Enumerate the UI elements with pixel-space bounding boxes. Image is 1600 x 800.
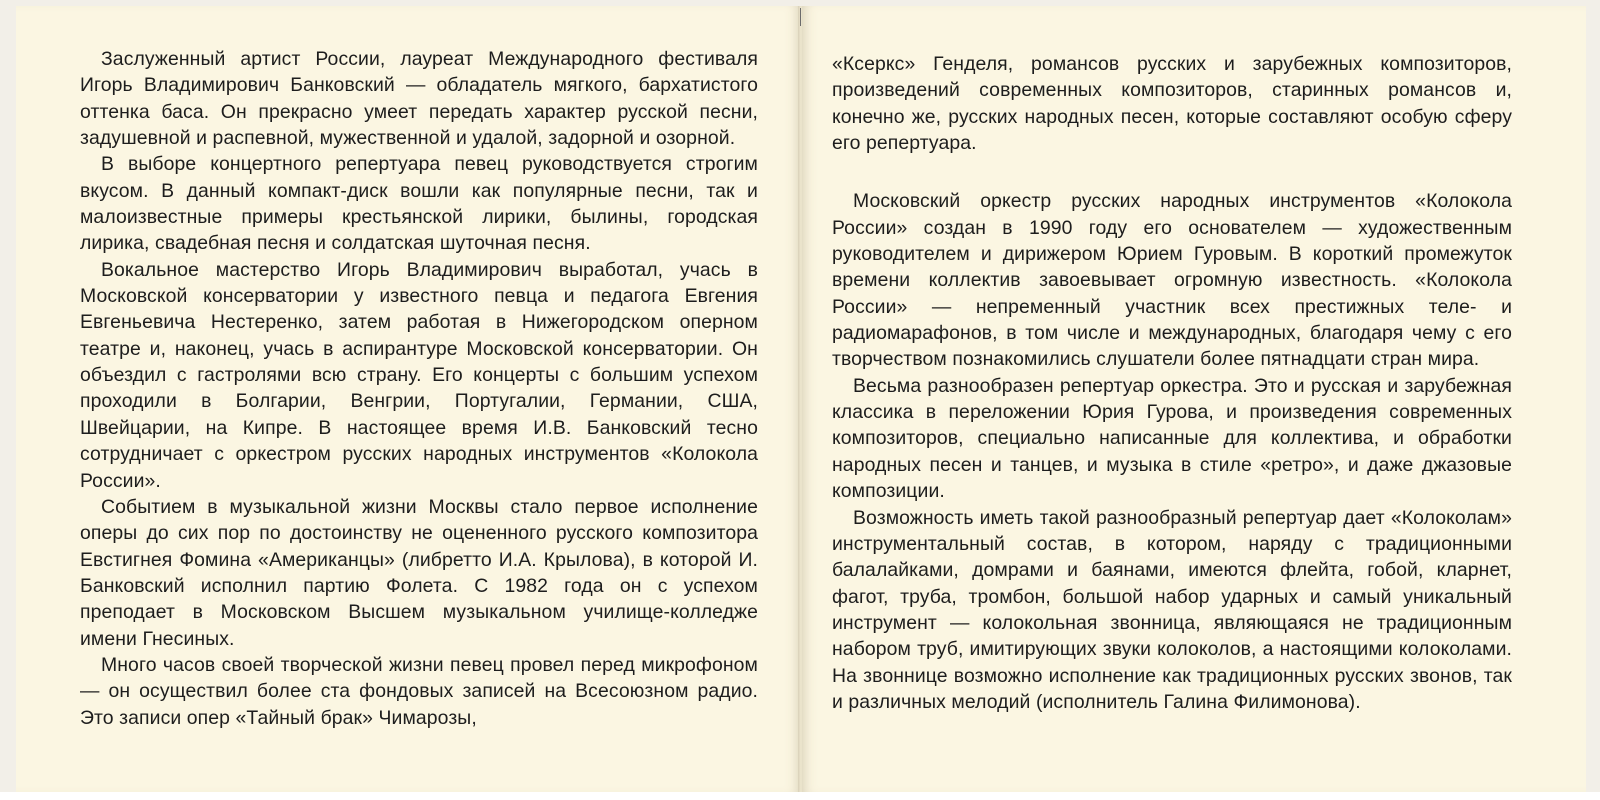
right-paragraph-1: Московский оркестр русских народных инструментов «Колокола России» создан в 1990 году его основателем — художественным руководителем и дирижером Юрием Гуровым. В короткий промежуток времени коллектив завоевывает огромную известность. «Колокола России» — непременный участник всех престижных теле- и радиомарафонов, в том числе и международных, благодаря чему с его творчеством познакомились слушатели более пятнадцати стран мира.: [832, 190, 1512, 371]
left-page: [16, 6, 800, 792]
right-paragraph-3: Возможность иметь такой разнообразный репертуар дает «Колоколам» инструментальный состав, в котором, наряду с традиционными балалайками, домрами и баянами, имеются флейта, гобой, кларнет, фагот, труба, тромбон, большой набор ударных и самый уникальный инструмент — колокольная звонница, являющаяся не традиционным набором труб, имитирующих звуки колоколов, а настоящими колоколами. На звоннице возможно исполнение как традиционных русских звонов, так и различных мелодий (исполнитель Галина Филимонова).: [832, 506, 1512, 713]
left-page-text: [80, 46, 758, 731]
right-page: [802, 6, 1586, 792]
scan-edge: [0, 792, 1600, 800]
left-paragraph-5: Много часов своей творческой жизни певец провел перед микрофоном — он осуществил более ста фондовых записей на Всесоюзном радио. Это записи опер «Тайный брак» Чимарозы,: [80, 653, 758, 729]
left-paragraph-2: В выборе концертного репертуара певец руководствуется строгим вкусом. В данный компакт-диск вошли как популярные песни, так и малоизвестные примеры крестьянской лирики, былины, городская лирика, свадебная песня и солдатская шуточная песня.: [80, 153, 758, 255]
left-paragraph-4: Событием в музыкальной жизни Москвы стало первое исполнение оперы до сих пор по достоинству не оцененного русского композитора Евстигнея Фомина «Американцы» (либретто И.А. Крылова), в которой И. Банковский исполнил партию Фолета. С 1982 года он с успехом преподает в Московском Высшем музыкальном училище-колледже имени Гнесиных.: [80, 495, 758, 650]
left-paragraph-1: Заслуженный артист России, лауреат Международного фестиваля Игорь Владимирович Банковский — обладатель мягкого, бархатистого оттенка баса. Он прекрасно умеет передать характер русской песни, задушевной и распевной, мужественной и удалой, задорной и озорной.: [80, 48, 758, 150]
right-intro-paragraph: «Ксеркс» Генделя, романсов русских и зарубежных композиторов, произведений современных композиторов, старинных романсов и, конечно же, русских народных песен, которые составляют особую сферу его репертуара.: [832, 53, 1512, 155]
right-paragraph-2: Весьма разнообразен репертуар оркестра. Это и русская и зарубежная классика в переложении Юрия Гурова, и произведения современных композиторов, специально написанные для коллектива, и обработки народных песен и танцев, и музыка в стиле «ретро», и даже джазовые композиции.: [832, 374, 1512, 503]
right-page-text: [832, 51, 1512, 715]
left-paragraph-3: Вокальное мастерство Игорь Владимирович выработал, учась в Московской консерватории у известного певца и педагога Евгения Евгеньевича Нестеренко, затем работая в Нижегородском оперном театре и, наконец, учась в аспирантуре Московской консерватории. Он объездил с гастролями всю страну. Его концерты с большим успехом проходили в Болгарии, Венгрии, Португалии, Германии, США, Швейцарии, на Кипре. В настоящее время И.В. Банковский тесно сотрудничает с оркестром русских народных инструментов «Колокола России».: [80, 258, 758, 492]
